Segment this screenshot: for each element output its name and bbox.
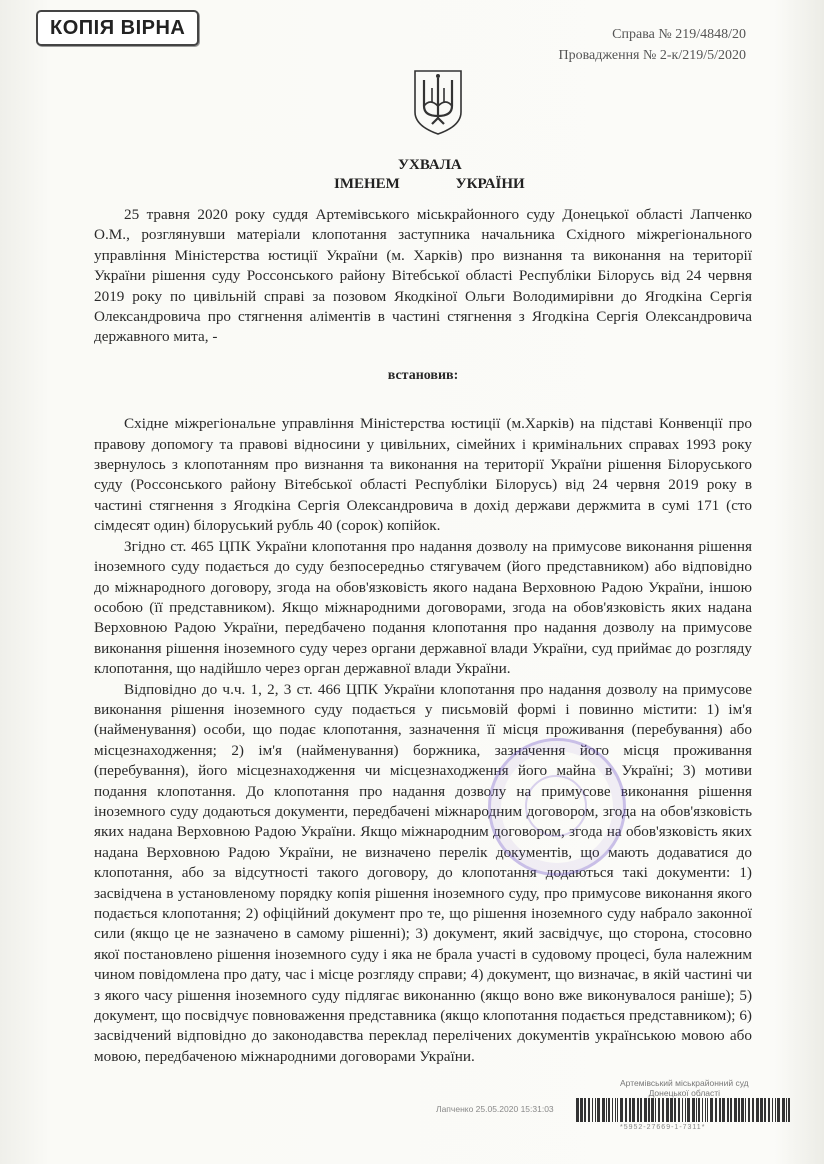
paragraph-1: Східне міжрегіональне управління Міністерства юстиції (м.Харків) на підставі Конвенції про правову допомогу та правові відносини у цивільних, сімейних і кримінальних справах 1993 року звернулось з клопотанням про визнання та виконання на території України рішення Білоруського суду (Россонського району Вітебської області Республіки Білорусь) від 24 червня 2019 року в частині стягнення з Ягодкіна Сергія Олександровича в дохід держави держмита в сумі 171 (сто сімдесят один) білоруський рубль 40 (сорок) копійок.	[94, 415, 752, 535]
barcode-number: *5952-27669-1-7311*	[620, 1124, 706, 1131]
court-seal	[488, 738, 626, 876]
ruling-title: УХВАЛА	[398, 157, 462, 173]
barcode	[574, 1096, 794, 1126]
court-stamp	[620, 1078, 749, 1098]
document-body	[94, 205, 752, 1067]
printed-by: Лапченко 25.05.2020 15:31:03	[436, 1104, 554, 1114]
court-stamp-line-1: Артемівський міськрайонний суд	[620, 1078, 749, 1088]
ruling-subtitle: ІМЕНЕМ УКРАЇНИ	[334, 176, 525, 192]
intro-paragraph: 25 травня 2020 року суддя Артемівського міськрайонного суду Донецької області Лапченко О.М., розглянувши матеріали клопотання заступника начальника Східного міжрегіонального управління Міністерства юстиції України (м. Харків) про визнання та виконання на території України рішення суду Россонського району Вітебської області Республіки Білорусь від 24 червня 2019 року по цивільній справі за позовом Якодкіної Ольги Володимирівни до Ягодкіна Сергія Олександровича про стягнення аліментів в частині стягнення з Ягодкіна Сергія Олександровича державного мита, -	[94, 206, 752, 346]
proceeding-number: Провадження № 2-к/219/5/2020	[558, 48, 746, 63]
true-copy-stamp: КОПІЯ ВІРНА	[36, 10, 199, 46]
paragraph-3: Відповідно до ч.ч. 1, 2, 3 ст. 466 ЦПК України клопотання про надання дозволу на примусове виконання рішення іноземного суду подається у письмовій формі і повинно містити: 1) ім'я (найменування) особи, що подає клопотання, зазначення її місця проживання (перебування) або місцезнаходження; 2) ім'я (найменування) боржника, зазначення його місця проживання (перебування), його місцезнаходження чи місцезнаходження його майна в Україні; 3) мотиви подання клопотання. До клопотання про надання дозволу на примусове виконання рішення іноземного суду додаються документи, передбачені міжнародним договором, згода на обов'язковість яких надана Верховною Радою України. Якщо міжнародним договором, згода на обов'язковість яких надана Верховною Радою України, не визначено перелік документів, що мають додаватися до клопотання, або за відсутності такого договору, до клопотання додаються такі документи: 1) засвідчена в установленому порядку копія рішення іноземного суду, про примусове виконання якого подається клопотання; 2) офіційний документ про те, що рішення іноземного суду набрало законної сили (якщо це не зазначено в самому рішенні); 3) документ, який засвідчує, що сторона, стосовно якої постановлено рішення іноземного суду і яка не брала участі в судовому процесі, була належним чином повідомлена про дату, час і місце розгляду справи; 4) документ, що визначає, в якій частині чи з якого часу рішення іноземного суду підлягає виконанню (якщо воно вже виконувалося раніше); 5) документ, що посвідчує повноваження представника (якщо клопотання подається представником); 6) засвідчений відповідно до законодавства переклад перелічених документів українською мовою або мовою, передбаченою міжнародними договорами України.	[94, 680, 752, 1065]
court-stamp-line-2: Донецької області	[648, 1088, 721, 1098]
paragraph-2: Згідно ст. 465 ЦПК України клопотання про надання дозволу на примусове виконання рішення іноземного суду подається до суду безпосередньо стягувачем (його представником) або відповідно до міжнародного договору, згода на обов'язковість якого надана Верховною Радою України, іншою особою (її представником). Якщо міжнародними договорами, згода на обов'язковість яких надана Верховною Радою України, передбачено подання клопотання про надання дозволу на примусове виконання рішення іноземного суду через органи державної влади України, суд приймає до розгляду клопотання, що надійшло через орган державної влади України.	[94, 537, 752, 678]
trident-coat-of-arms-icon	[412, 68, 464, 136]
case-number: Справа № 219/4848/20	[612, 27, 746, 42]
case-info	[559, 24, 747, 66]
established-heading: встановив:	[387, 367, 459, 383]
